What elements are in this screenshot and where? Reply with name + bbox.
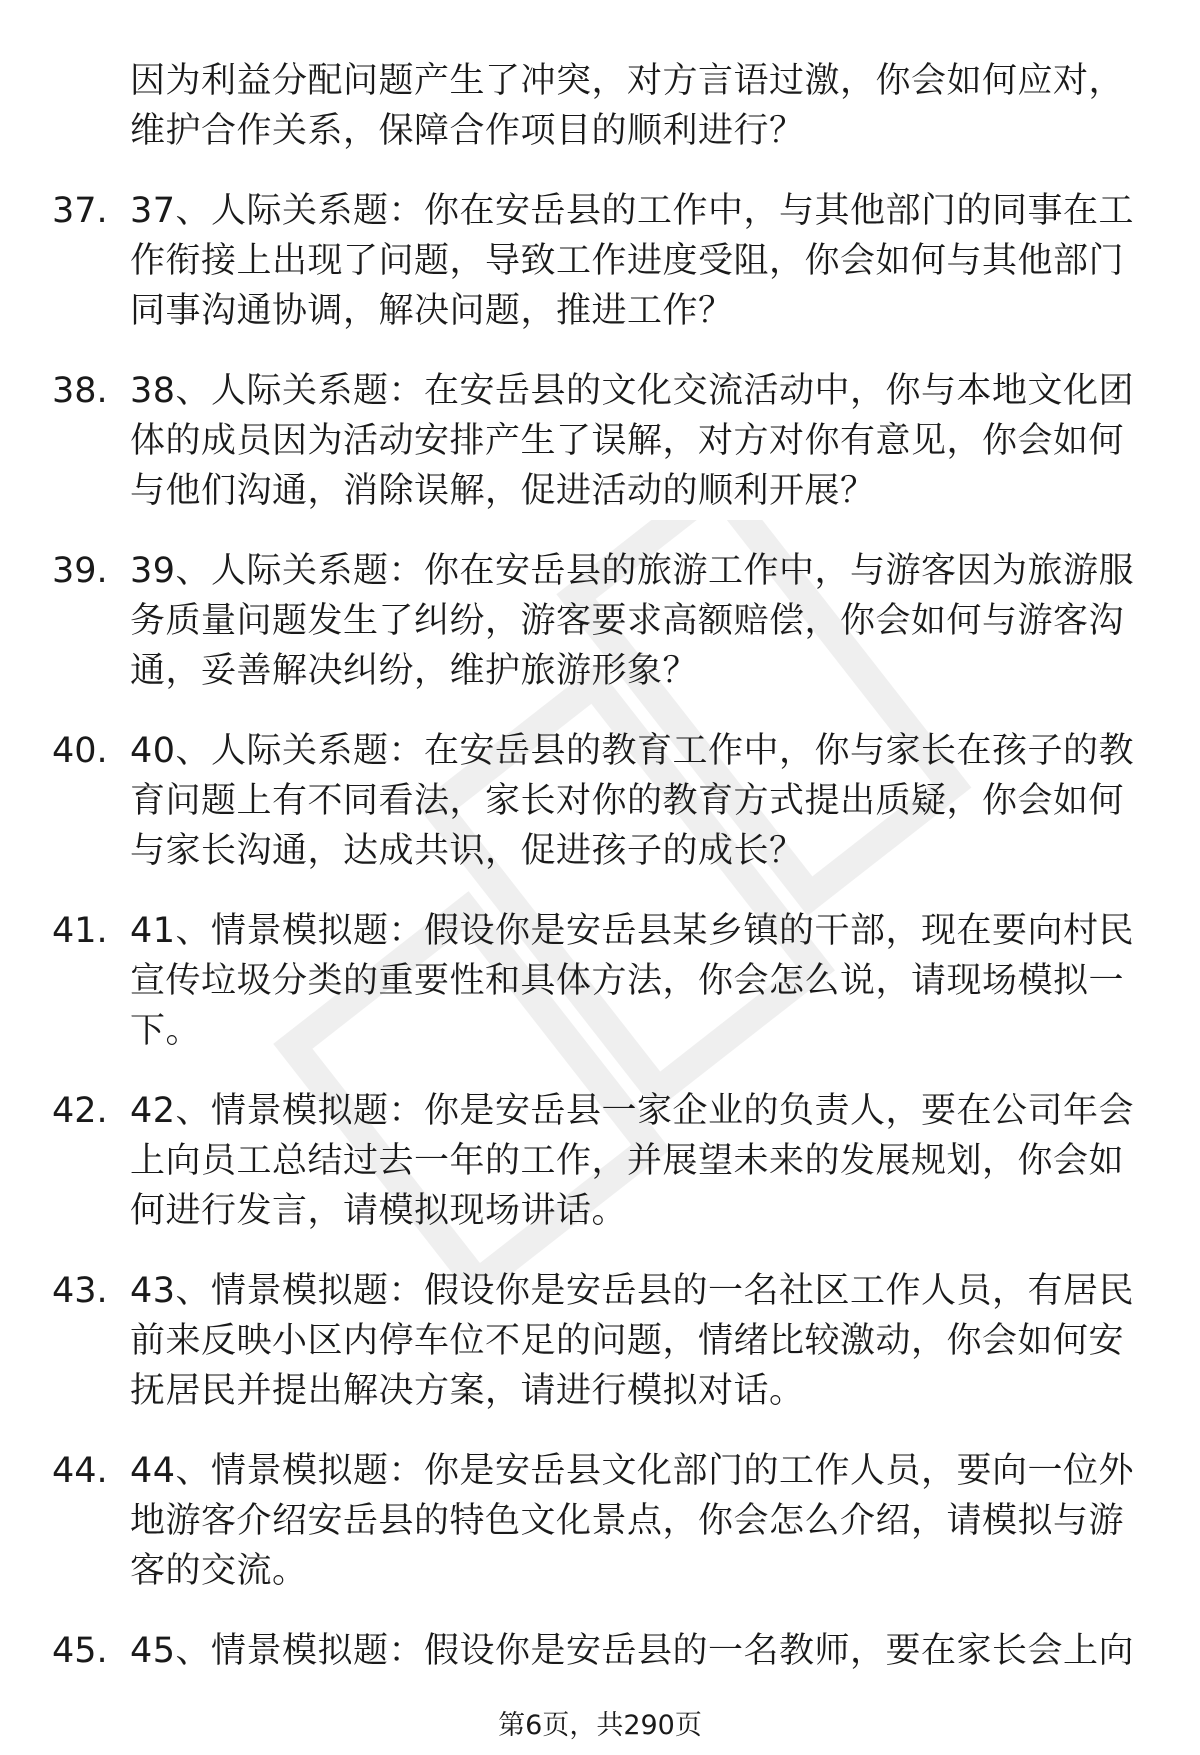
list-item: [0, 906, 1200, 1056]
question-number: 42.: [52, 1091, 108, 1131]
continued-question-text: 因为利益分配问题产生了冲突，对方言语过激，你会如何应对，维护合作关系，保障合作项目的顺利进行？: [130, 61, 1125, 151]
question-number: 43.: [52, 1271, 108, 1311]
question-text: 42、情景模拟题：你是安岳县一家企业的负责人，要在公司年会上向员工总结过去一年的工作，并展望未来的发展规划，你会如何进行发言，请模拟现场讲话。: [130, 1091, 1135, 1231]
question-text: 45、情景模拟题：假设你是安岳县的一名教师，要在家长会上向: [130, 1631, 1135, 1671]
list-item: [0, 186, 1200, 336]
question-number: 41.: [52, 911, 108, 951]
question-number: 39.: [52, 551, 108, 591]
list-item: [0, 1446, 1200, 1596]
question-number: 45.: [52, 1631, 108, 1671]
question-text: 37、人际关系题：你在安岳县的工作中，与其他部门的同事在工作衔接上出现了问题，导致工作进度受阻，你会如何与其他部门同事沟通协调，解决问题，推进工作？: [130, 191, 1135, 331]
question-number: 37.: [52, 191, 108, 231]
question-number: 44.: [52, 1451, 108, 1491]
list-item: [0, 726, 1200, 876]
question-text: 40、人际关系题：在安岳县的教育工作中，你与家长在孩子的教育问题上有不同看法，家长对你的教育方式提出质疑，你会如何与家长沟通，达成共识，促进孩子的成长？: [130, 731, 1135, 871]
page-footer: 第6页，共290页: [498, 1710, 702, 1741]
question-text: 41、情景模拟题：假设你是安岳县某乡镇的干部，现在要向村民宣传垃圾分类的重要性和具体方法，你会怎么说，请现场模拟一下。: [130, 911, 1135, 1051]
list-item: [0, 366, 1200, 516]
question-text: 43、情景模拟题：假设你是安岳县的一名社区工作人员，有居民前来反映小区内停车位不足的问题，情绪比较激动，你会如何安抚居民并提出解决方案，请进行模拟对话。: [130, 1271, 1135, 1411]
list-item: [0, 546, 1200, 696]
question-text: 39、人际关系题：你在安岳县的旅游工作中，与游客因为旅游服务质量问题发生了纠纷，游客要求高额赔偿，你会如何与游客沟通，妥善解决纠纷，维护旅游形象？: [130, 551, 1135, 691]
list-item: [0, 1086, 1200, 1236]
question-number: 40.: [52, 731, 108, 771]
list-item: [0, 1626, 1200, 1676]
question-number: 38.: [52, 371, 108, 411]
list-item: [0, 1266, 1200, 1416]
question-text: 38、人际关系题：在安岳县的文化交流活动中，你与本地文化团体的成员因为活动安排产生了误解，对方对你有意见，你会如何与他们沟通，消除误解，促进活动的顺利开展？: [130, 371, 1135, 511]
continued-question: [0, 56, 1200, 156]
question-text: 44、情景模拟题：你是安岳县文化部门的工作人员，要向一位外地游客介绍安岳县的特色文化景点，你会怎么介绍，请模拟与游客的交流。: [130, 1451, 1135, 1591]
document-content: [0, 56, 1200, 1706]
